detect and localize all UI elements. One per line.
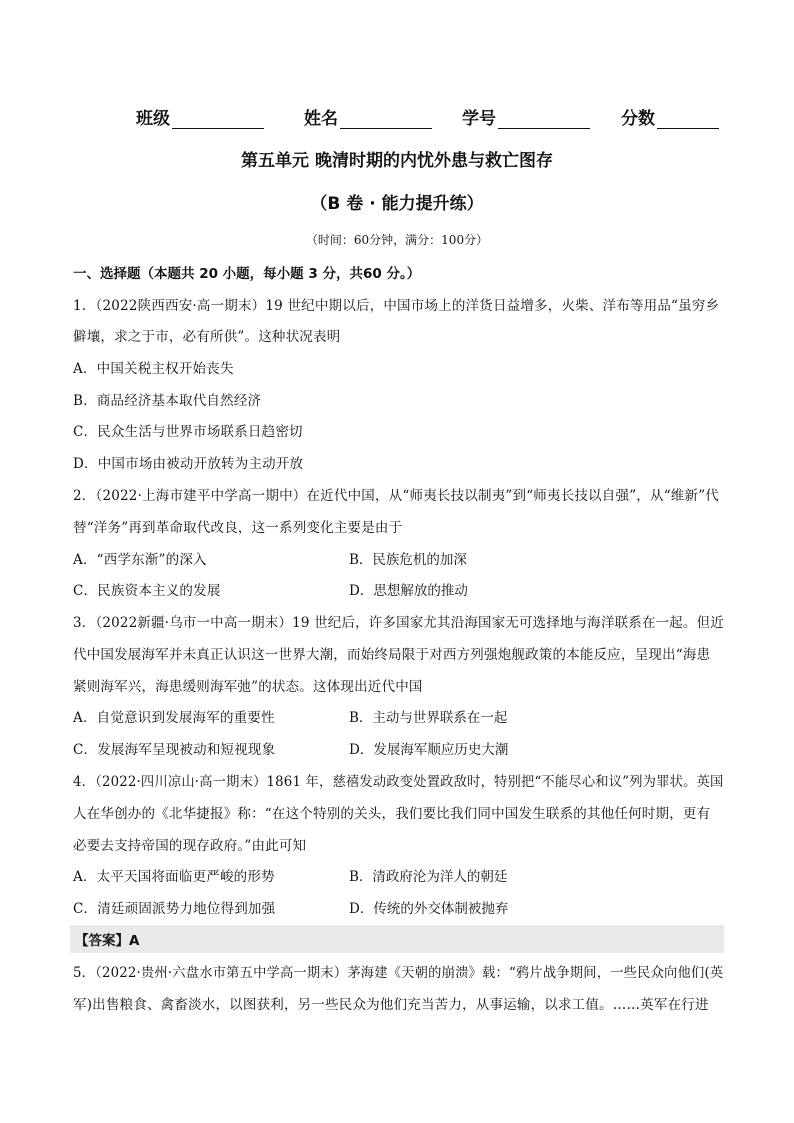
- class-field: [136, 104, 264, 129]
- question-1-option-a[interactable]: A．中国关税主权开始丧失: [73, 361, 234, 377]
- score-label: 分数: [621, 109, 655, 129]
- question-2-option-c[interactable]: C．民族资本主义的发展: [73, 583, 221, 599]
- question-1-option-b[interactable]: B．商品经济基本取代自然经济: [73, 393, 262, 409]
- question-4-option-d[interactable]: D．传统的外交体制被抛弃: [349, 901, 509, 917]
- answer-highlight-bar: [70, 925, 724, 953]
- name-field: [304, 104, 432, 129]
- time-score-info: （时间：60分钟，满分：100分）: [305, 233, 489, 247]
- question-1-stem-line-2: 僻壤，求之于市，必有所供”。这种状况表明: [73, 329, 341, 345]
- name-label: 姓名: [304, 109, 338, 129]
- question-2-stem-line-2: 替“洋务”再到革命取代改良，这一系列变化主要是由于: [73, 520, 403, 536]
- question-1-option-d[interactable]: D．中国市场由被动开放转为主动开放: [73, 456, 304, 472]
- question-4-stem-line-3: 必要去支持帝国的现存政府。”由此可知: [73, 838, 307, 854]
- question-4-answer: 【答案】A: [75, 933, 140, 949]
- score-field: [621, 104, 719, 129]
- question-3-stem-line-3: 紧则海军兴，海患缓则海军弛”的状态。这体现出近代中国: [73, 679, 423, 695]
- student-id-field: [462, 104, 590, 129]
- question-2-option-a[interactable]: A．“西学东渐”的深入: [73, 552, 207, 568]
- question-3-option-a[interactable]: A．自觉意识到发展海军的重要性: [73, 710, 275, 726]
- question-5-stem-line-2: 军)出售粮食、禽畜淡水，以图获利，另一些民众为他们充当苦力，从事运输，以求工值。……英军在行进: [73, 997, 709, 1013]
- question-2-option-b[interactable]: B．民族危机的加深: [349, 552, 467, 568]
- question-1-stem-line-1: 1．（2022陕西西安·高一期末）19 世纪中期以后，中国市场上的洋货日益增多，火柴、洋布等用品“虽穷乡: [73, 298, 720, 314]
- unit-title: 第五单元 晚清时期的内忧外患与救亡图存: [241, 151, 553, 171]
- question-4-stem-line-2: 人在华创办的《北华捷报》称：“在这个特别的关头，我们要比我们同中国发生联系的其他任何时期，更有: [73, 806, 711, 822]
- student-id-label: 学号: [462, 109, 496, 129]
- question-4-stem-line-1: 4．（2022·四川凉山·高一期末）1861 年，慈禧发动政变处置政敌时，特别把“不能尽心和议”列为罪状。英国: [73, 774, 724, 790]
- question-3-option-d[interactable]: D．发展海军顺应历史大潮: [349, 742, 509, 758]
- question-4-option-a[interactable]: A．太平天国将面临更严峻的形势: [73, 869, 275, 885]
- question-2-stem-line-1: 2．（2022·上海市建平中学高一期中）在近代中国，从“师夷长技以制夷”到“师夷长技以自强”，从“维新”代: [73, 488, 719, 504]
- question-3-stem-line-2: 代中国发展海军并未真正认识这一世界大潮，而始终局限于对西方列强炮舰政策的本能反应，呈现出“海患: [73, 647, 711, 663]
- class-blank[interactable]: [172, 110, 264, 129]
- section-heading: 一、选择题（本题共 20 小题，每小题 3 分，共60 分。）: [73, 266, 421, 282]
- name-blank[interactable]: [340, 110, 432, 129]
- student-id-blank[interactable]: [498, 110, 590, 129]
- question-3-option-b[interactable]: B．主动与世界联系在一起: [349, 710, 508, 726]
- volume-subtitle: （B 卷 · 能力提升练）: [310, 194, 484, 214]
- question-2-option-d[interactable]: D．思想解放的推动: [349, 583, 468, 599]
- question-1-option-c[interactable]: C．民众生活与世界市场联系日趋密切: [73, 424, 303, 440]
- question-4-option-c[interactable]: C．清廷顽固派势力地位得到加强: [73, 901, 276, 917]
- student-info-line: [136, 104, 726, 132]
- question-3-option-c[interactable]: C．发展海军呈现被动和短视现象: [73, 742, 276, 758]
- score-blank[interactable]: [657, 110, 719, 129]
- question-5-stem-line-1: 5．（2022·贵州·六盘水市第五中学高一期末）茅海建《天朝的崩溃》载：“鸦片战争期间，一些民众向他们(英: [73, 965, 724, 981]
- question-3-stem-line-1: 3．（2022新疆·乌市一中高一期末）19 世纪后，许多国家尤其沿海国家无可选择地与海洋联系在一起。但近: [73, 615, 724, 631]
- question-4-option-b[interactable]: B．清政府沦为洋人的朝廷: [349, 869, 508, 885]
- class-label: 班级: [136, 109, 170, 129]
